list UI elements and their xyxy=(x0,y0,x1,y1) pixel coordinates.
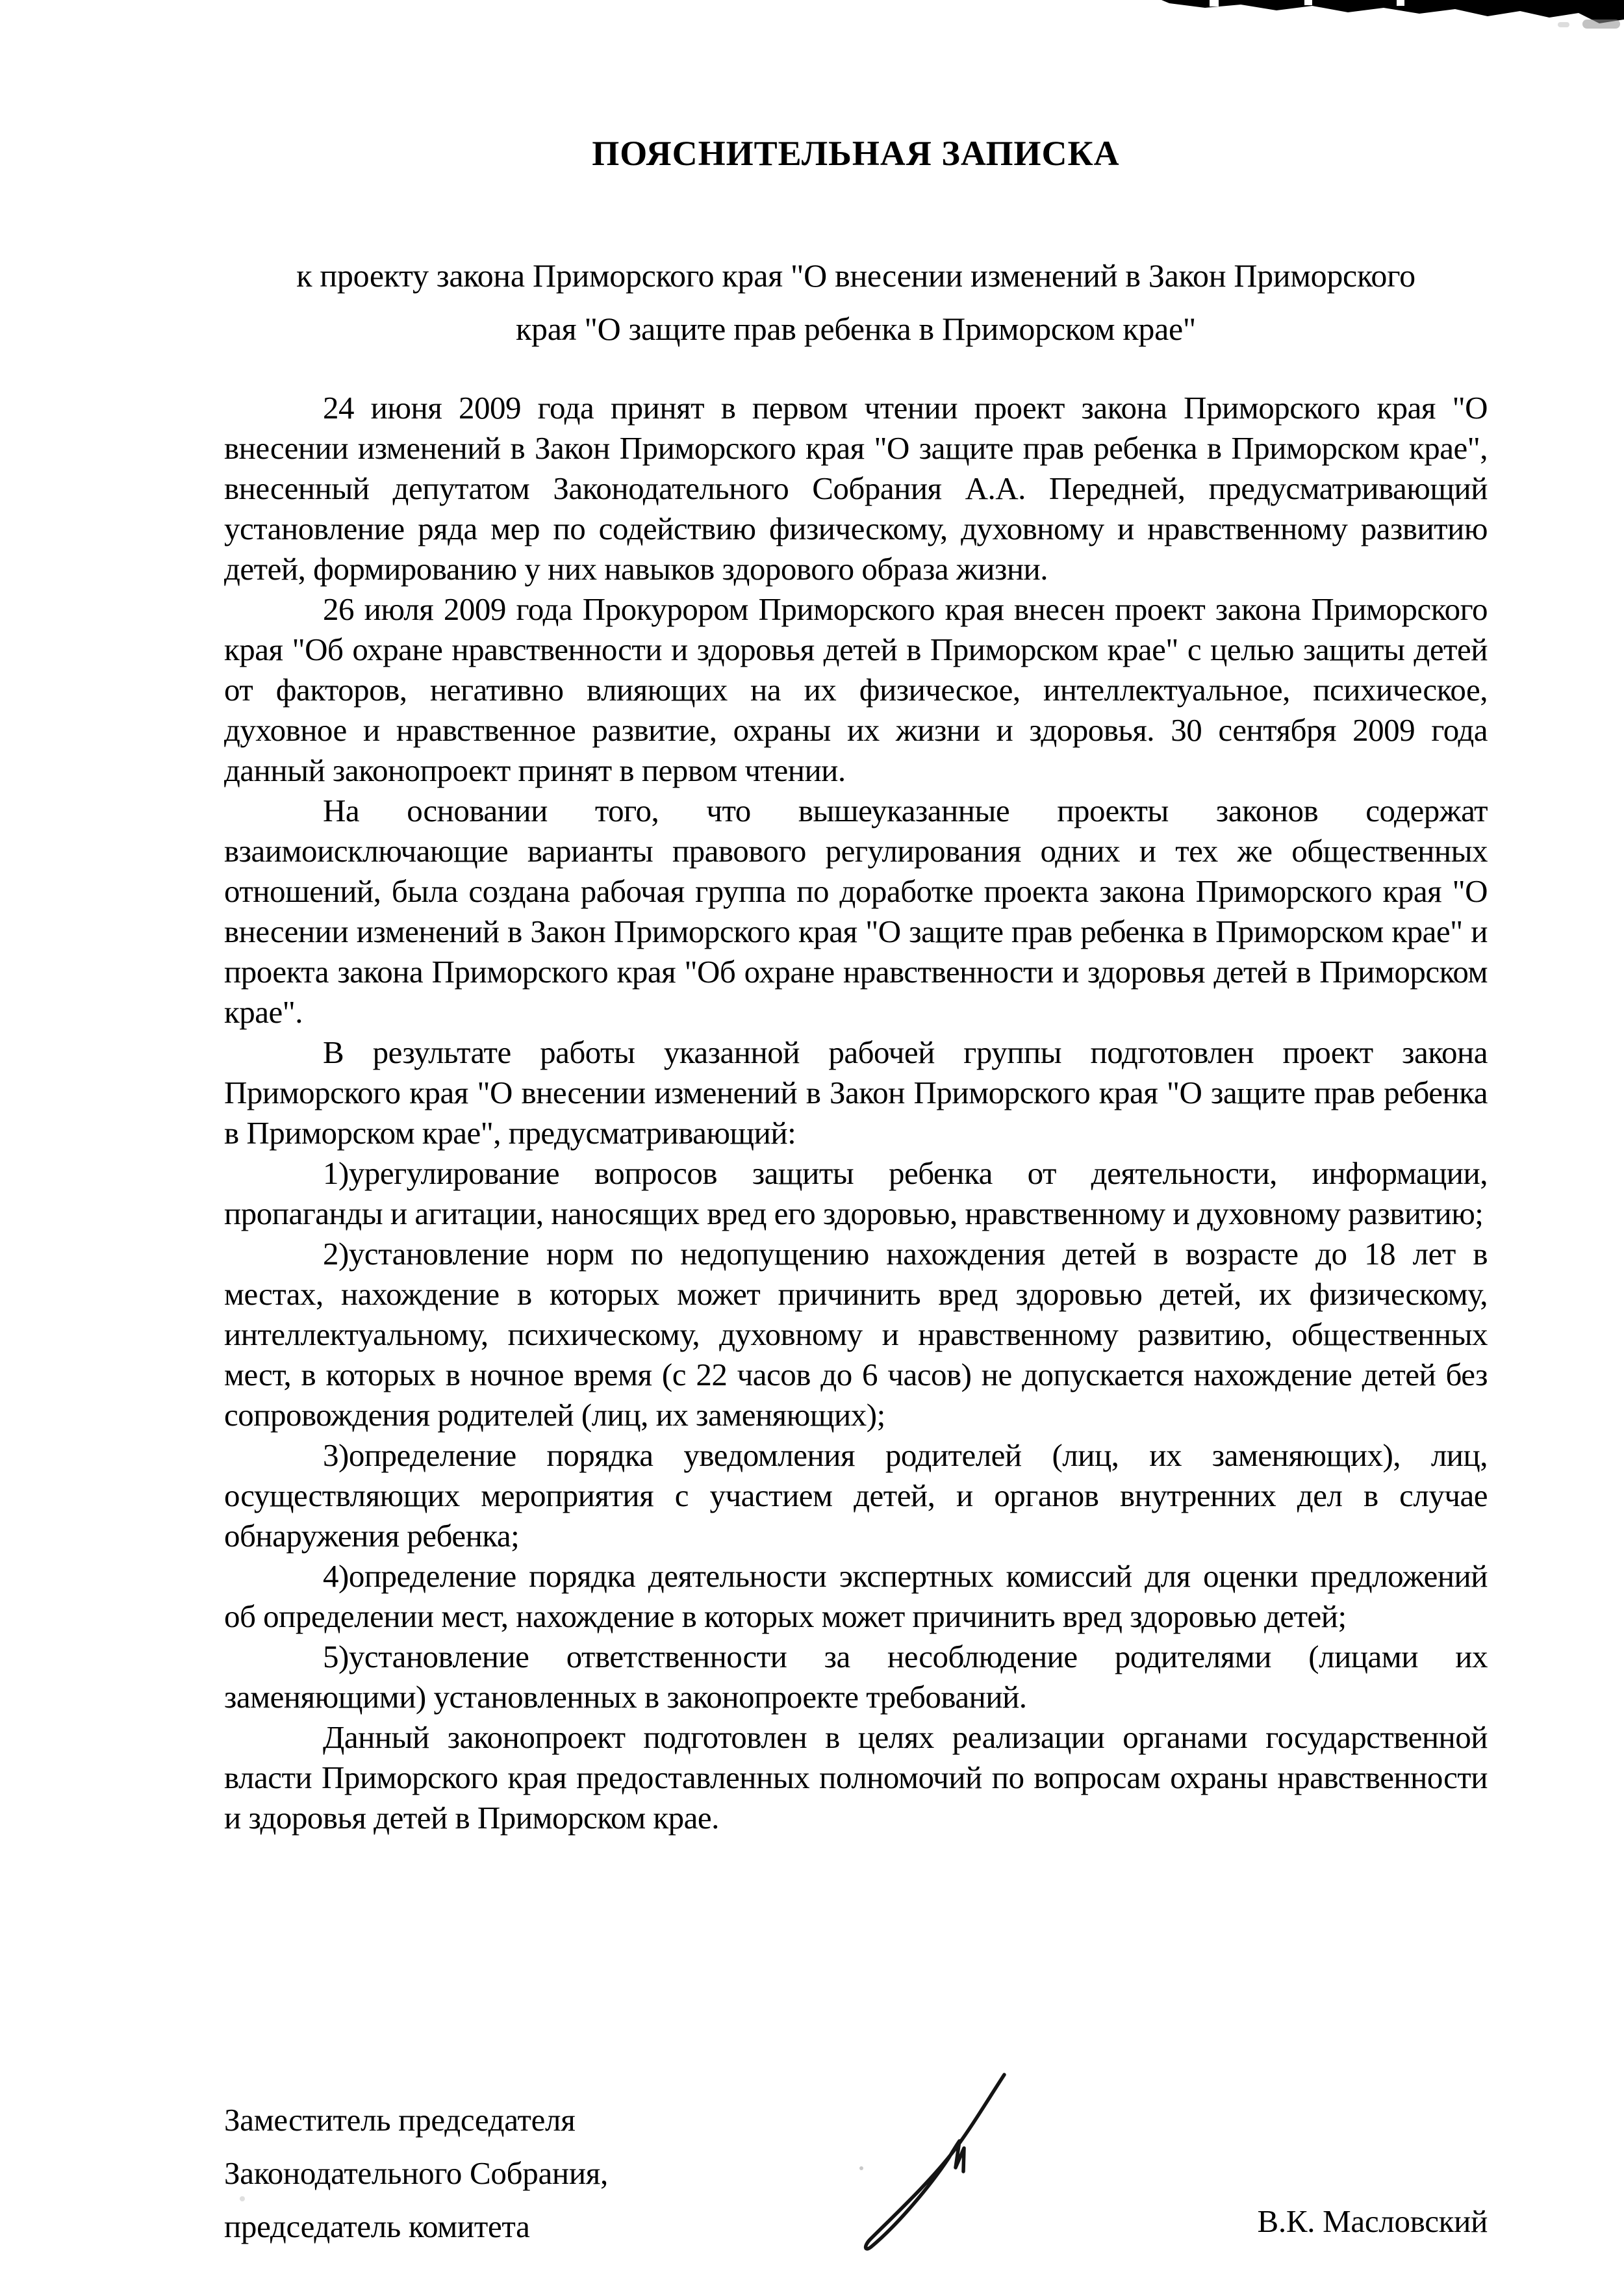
page-title: ПОЯСНИТЕЛЬНАЯ ЗАПИСКА xyxy=(592,134,1120,173)
list-item-1: 1)урегулирование вопросов защиты ребенка от деятельности, информации, пропаганды и агитации, наносящих вред его здоровью, нравственному и духовному развитию; xyxy=(224,1155,1488,1231)
paragraph-4: В результате работы указанной рабочей группы подготовлен проект закона Приморского края "О внесении изменений в Закон Приморского края "О защите прав ребенка в Приморском крае", предусматривающий: xyxy=(224,1034,1488,1151)
scan-artifact-gap xyxy=(1210,0,1219,6)
document-content xyxy=(224,133,1488,1838)
list-item-2: 2)установление норм по недопущению нахождения детей в возрасте до 18 лет в местах, нахождение в которых может причинить вред здоровью детей, их физическому, интеллектуальному, психическому, духовному и нравственному развитию, общественных мест, в которых в ночное время (с 22 часов до 6 часов) не допускается нахождение детей без сопровождения родителей (лиц, их заменяющих); xyxy=(224,1236,1488,1433)
scan-artifact-top xyxy=(1161,0,1624,23)
list-item-3: 3)определение порядка уведомления родителей (лиц, их заменяющих), лиц, осуществляющих мероприятия с участием детей, и органов внутренних дел в случае обнаружения ребенка; xyxy=(224,1437,1488,1554)
document-subtitle xyxy=(224,249,1488,355)
list-item-5: 5)установление ответственности за несоблюдение родителями (лицами их заменяющими) установленных в законопроекте требований. xyxy=(224,1639,1488,1715)
scan-speck xyxy=(859,2166,863,2170)
paragraph-2: 26 июля 2009 года Прокурором Приморского края внесен проект закона Приморского края "Об охране нравственности и здоровья детей в Приморском крае" с целью защиты детей от факторов, негативно влияющих на их физическое, интеллектуальное, психическое, духовное и нравственное развитие, охраны их жизни и здоровья. 30 сентября 2009 года данный законопроект принят в первом чтении. xyxy=(224,591,1488,788)
document-body xyxy=(224,388,1488,1838)
signatory-position-line-1: Заместитель председателя xyxy=(224,2102,576,2138)
list-item-4: 4)определение порядка деятельности экспертных комиссий для оценки предложений об определении мест, нахождение в которых может причинить вред здоровью детей; xyxy=(224,1558,1488,1634)
signatory-name: В.К. Масловский xyxy=(1257,2203,1488,2239)
scan-smudge xyxy=(1558,22,1569,27)
paragraph-10: Данный законопроект подготовлен в целях реализации органами государственной власти Приморского края предоставленных полномочий по вопросам охраны нравственности и здоровья детей в Приморском крае. xyxy=(224,1719,1488,1836)
paragraph-1: 24 июня 2009 года принят в первом чтении проект закона Приморского края "О внесении изменений в Закон Приморского края "О защите прав ребенка в Приморском крае", внесенный депутатом Законодательного Собрания А.А. Передней, предусматривающий установление ряда мер по содействию физическому, духовному и нравственному развитию детей, формированию у них навыков здорового образа жизни. xyxy=(224,390,1488,587)
subtitle-line-2: края "О защите прав ребенка в Приморском крае" xyxy=(516,311,1196,347)
signatory-position-line-2: Законодательного Собрания, xyxy=(224,2155,608,2191)
scan-smudge xyxy=(1582,19,1620,29)
scan-artifact-gap xyxy=(1397,0,1404,6)
signatory-position-line-3: председатель комитета xyxy=(224,2209,530,2244)
subtitle-line-1: к проекту закона Приморского края "О внесении изменений в Закон Приморского xyxy=(296,257,1415,294)
scan-artifact-gap xyxy=(1304,0,1312,5)
paragraph-3: На основании того, что вышеуказанные проекты законов содержат взаимоисключающие варианты правового регулирования одних и тех же общественных отношений, была создана рабочая группа по доработке проекта закона Приморского края "О внесении изменений в Закон Приморского края "О защите прав ребенка в Приморском крае" и проекта закона Приморского края "Об охране нравственности и здоровья детей в Приморском крае". xyxy=(224,793,1488,1030)
